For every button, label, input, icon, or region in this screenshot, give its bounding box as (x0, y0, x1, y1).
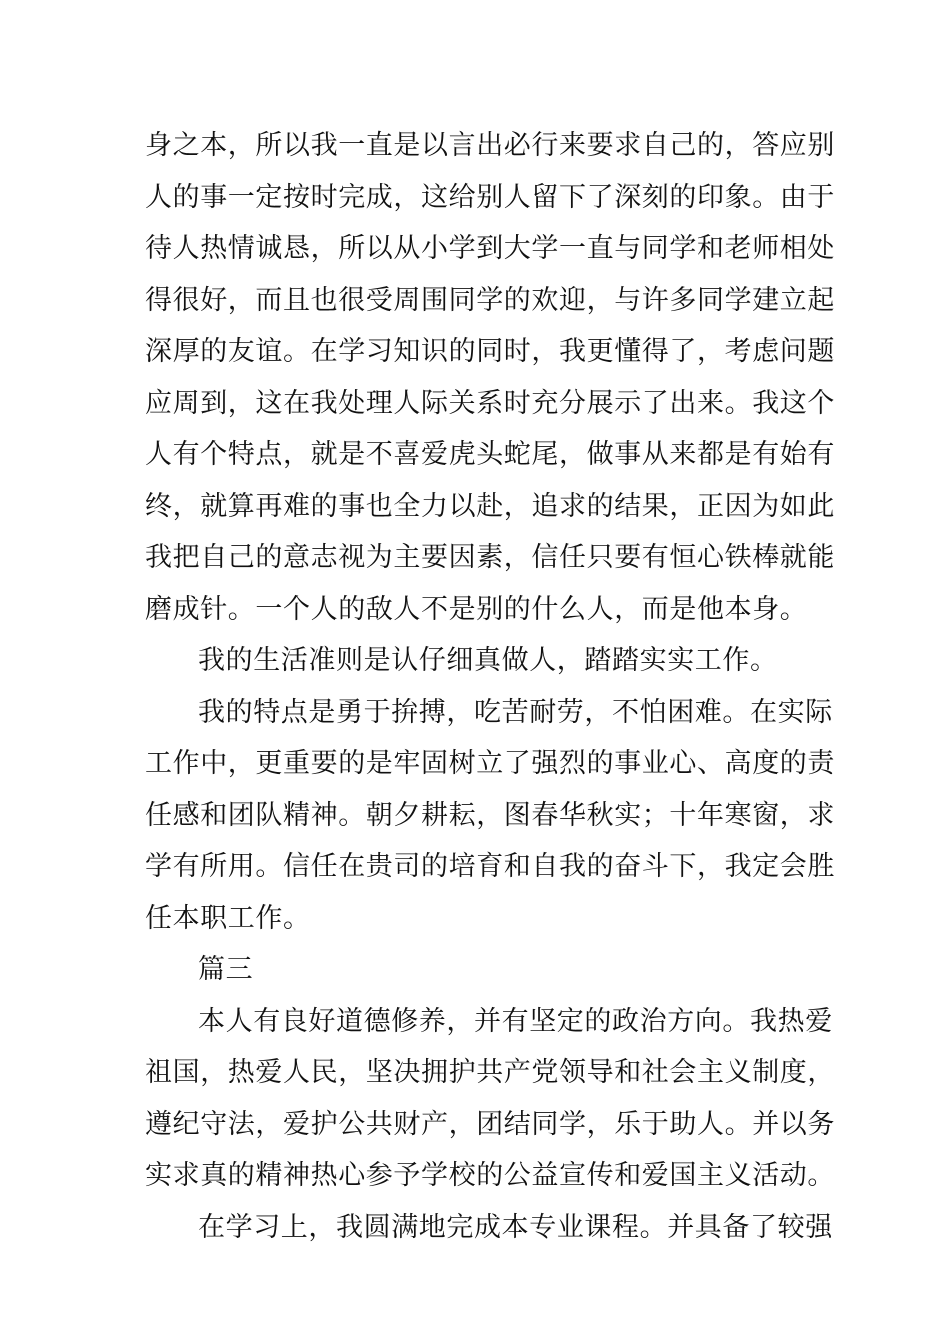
paragraph-personal-traits (145, 687, 835, 945)
text-line: 遵纪守法，爱护公共财产，团结同学，乐于助人。并以务 (145, 1108, 835, 1140)
text-line: 我的特点是勇于拚搏，吃苦耐劳，不怕困难。在实际 (198, 696, 833, 728)
text-line: 祖国，热爱人民，坚决拥护共产党领导和社会主义制度， (145, 1057, 835, 1088)
text-line: 人的事一定按时完成，这给别人留下了深刻的印象。由于 (145, 181, 835, 213)
text-line: 磨成针。一个人的敌人不是别的什么人，而是他本身。 (145, 593, 808, 625)
text-line: 深厚的友谊。在学习知识的同时，我更懂得了，考虑问题 (145, 336, 835, 367)
paragraph-moral-character (145, 996, 835, 1202)
text-line: 身之本，所以我一直是以言出必行来要求自己的，答应别 (145, 130, 835, 161)
text-line: 任感和团队精神。朝夕耕耘，图春华秋实；十年寒窗，求 (145, 799, 835, 831)
text-line: 我的生活准则是认仔细真做人，踏踏实实工作。 (198, 645, 778, 676)
section-heading (145, 944, 810, 996)
text-line: 人有个特点，就是不喜爱虎头蛇尾，做事从来都是有始有 (145, 439, 835, 470)
text-line: 我把自己的意志视为主要因素，信任只要有恒心铁棒就能 (145, 542, 835, 573)
text-line: 待人热情诚恳，所以从小学到大学一直与同学和老师相处 (145, 233, 835, 264)
text-line: 任本职工作。 (145, 902, 311, 934)
paragraph-life-principle (145, 635, 810, 687)
text-line: 实求真的精神热心参予学校的公益宣传和爱国主义活动。 (145, 1160, 835, 1191)
paragraph-study (145, 1202, 833, 1254)
text-line: 应周到，这在我处理人际关系时充分展示了出来。我这个 (145, 387, 835, 419)
paragraph-continued (145, 120, 835, 635)
text-line: 在学习上，我圆满地完成本专业课程。并具备了较强 (198, 1211, 833, 1243)
text-line: 学有所用。信任在贵司的培育和自我的奋斗下，我定会胜 (145, 851, 835, 882)
text-line: 本人有良好道德修养，并有坚定的政治方向。我热爱 (198, 1005, 833, 1037)
text-line: 工作中，更重要的是牢固树立了强烈的事业心、高度的责 (145, 748, 835, 779)
document-body (145, 120, 835, 1253)
section-title: 篇三 (198, 954, 254, 985)
text-line: 得很好，而且也很受周围同学的欢迎，与许多同学建立起 (145, 284, 835, 316)
text-line: 终，就算再难的事也全力以赴，追求的结果，正因为如此 (145, 490, 835, 522)
